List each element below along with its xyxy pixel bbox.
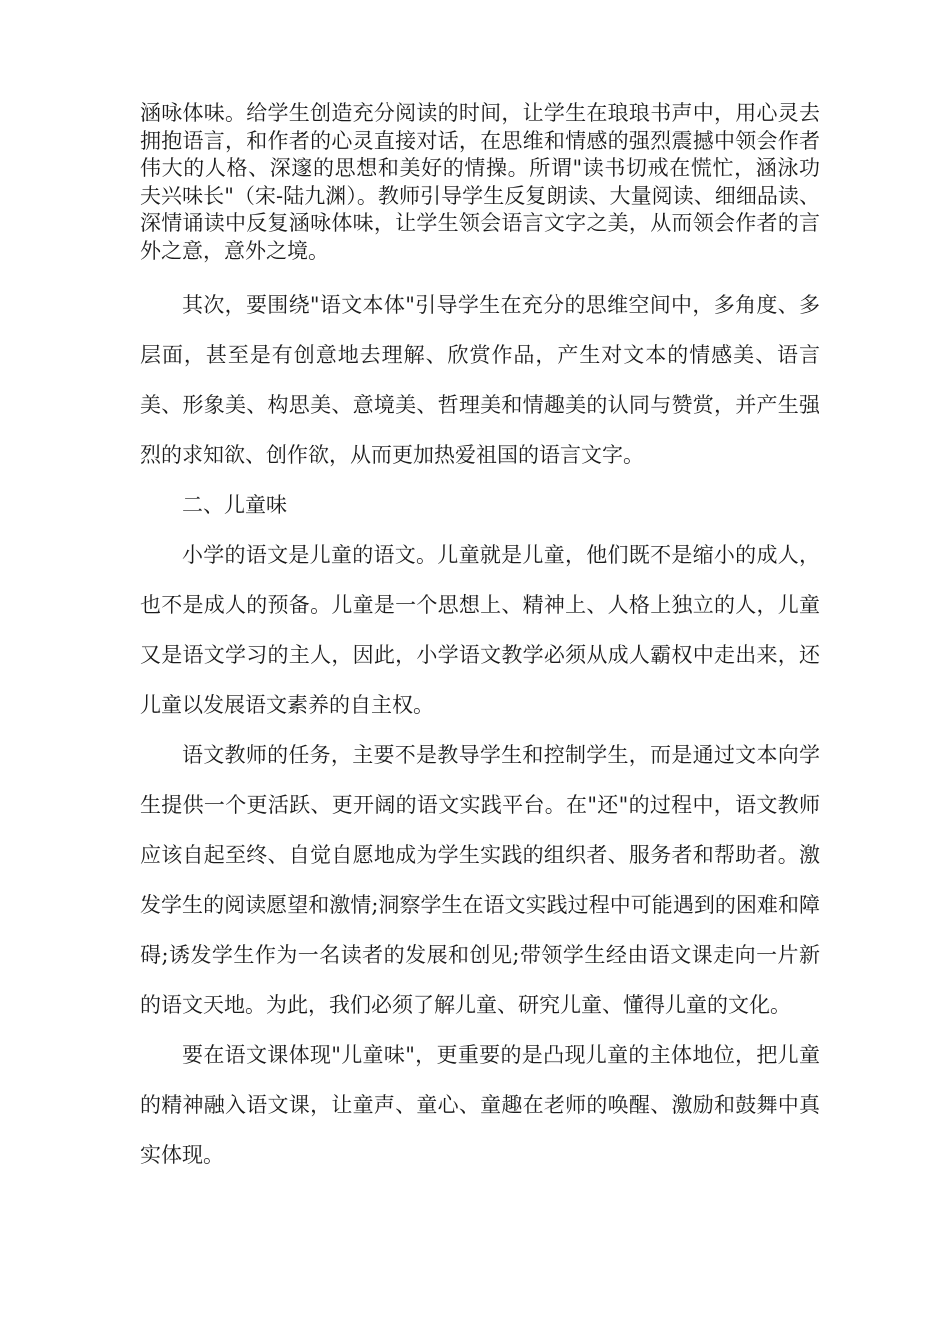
paragraph-child-flavor: 要在语文课体现"儿童味"，更重要的是凸现儿童的主体地位，把儿童的精神融入语文课，让童声、童心、童趣在老师的唤醒、激励和鼓舞中真实体现。 [140,1043,820,1167]
paragraph-secondly: 其次，要围绕"语文本体"引导学生在充分的思维空间中，多角度、多层面，甚至是有创意地去理解、欣赏作品，产生对文本的情感美、语言美、形象美、构思美、意境美、哲理美和情趣美的认同与赞赏，并产生强烈的求知欲、创作欲，从而更加热爱祖国的语言文字。 [140,293,820,467]
paragraph-children-language: 小学的语文是儿童的语文。儿童就是儿童，他们既不是缩小的成人，也不是成人的预备。儿童是一个思想上、精神上、人格上独立的人，儿童又是语文学习的主人，因此，小学语文教学必须从成人霸权中走出来，还儿童以发展语文素养的自主权。 [140,543,820,717]
paragraph-continuation: 涵咏体味。给学生创造充分阅读的时间，让学生在琅琅书声中，用心灵去拥抱语言，和作者的心灵直接对话，在思维和情感的强烈震撼中领会作者伟大的人格、深邃的思想和美好的情操。所谓"读书切戒在慌忙，涵泳功夫兴味长"（宋-陆九渊）。教师引导学生反复朗读、大量阅读、细细品读、深情诵读中反复涵咏体味，让学生领会语言文字之美，从而领会作者的言外之意，意外之境。 [140,101,820,263]
document-page [140,100,820,1180]
section-heading: 二、儿童味 [182,493,287,517]
paragraph-teacher-task: 语文教师的任务，主要不是教导学生和控制学生，而是通过文本向学生提供一个更活跃、更开阔的语文实践平台。在"还"的过程中，语文教师应该自起至终、自觉自愿地成为学生实践的组织者、服务者和帮助者。激发学生的阅读愿望和激情;洞察学生在语文实践过程中可能遇到的困难和障碍;诱发学生作为一名读者的发展和创见;带领学生经由语文课走向一片新的语文天地。为此，我们必须了解儿童、研究儿童、懂得儿童的文化。 [140,743,820,1017]
